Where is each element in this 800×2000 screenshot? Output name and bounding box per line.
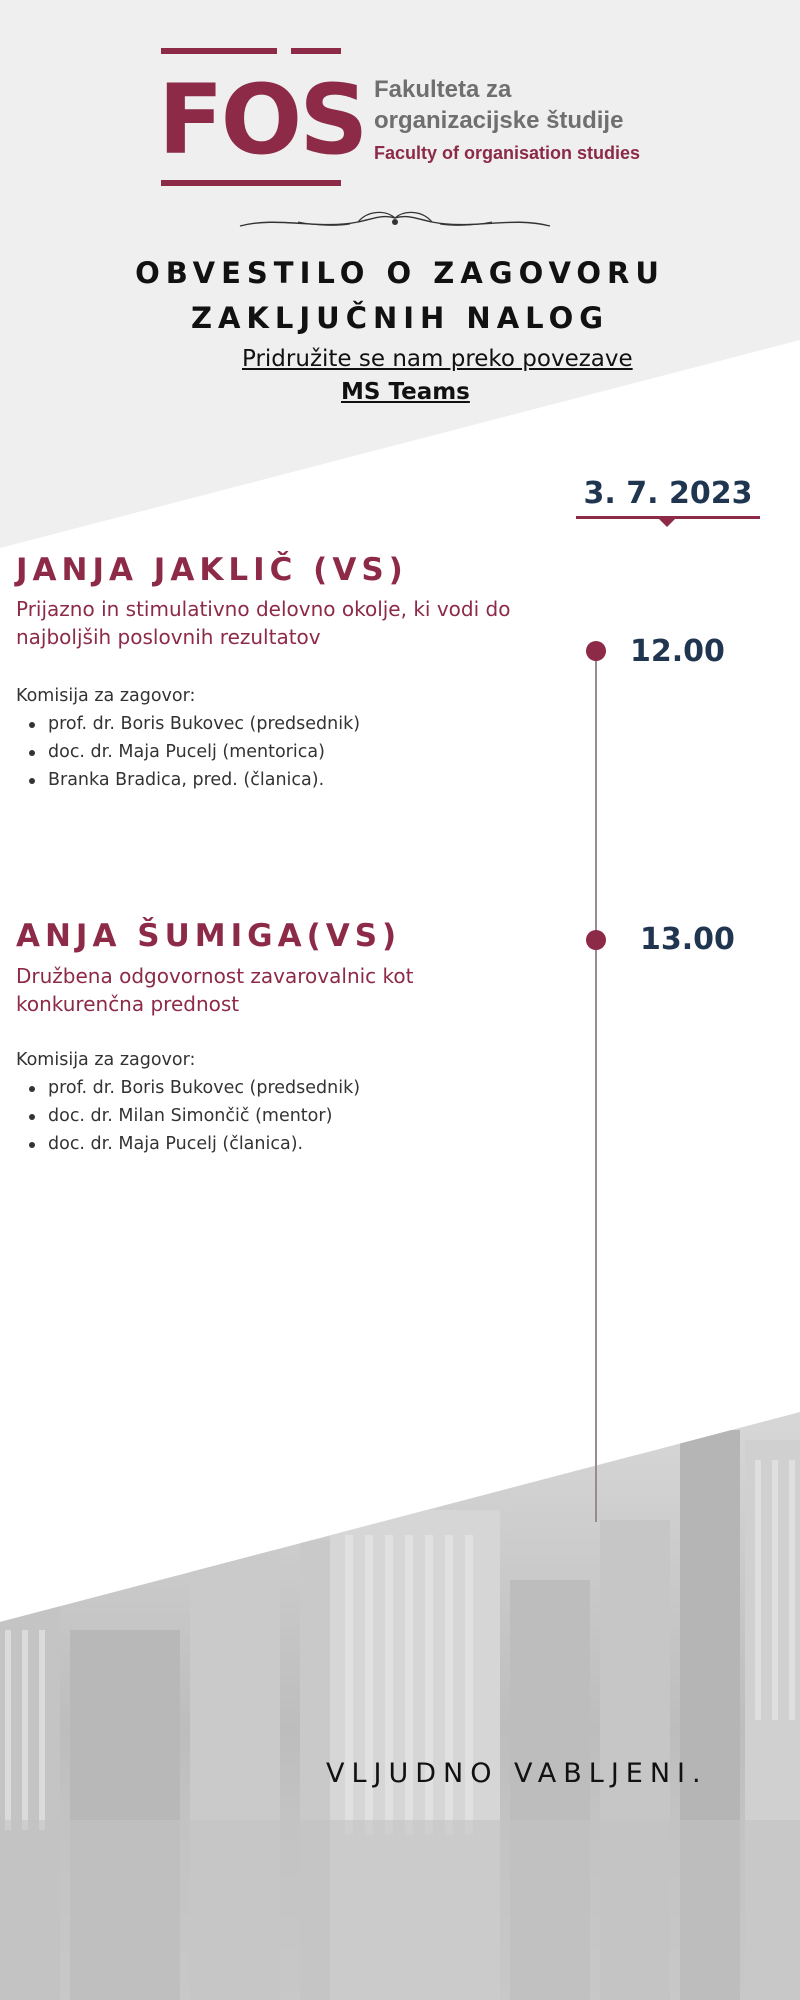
city-skyline-background xyxy=(0,1400,800,2000)
notice-title-line1: OBVESTILO O ZAGOVORU xyxy=(135,256,665,290)
logo-top-bar-left xyxy=(161,48,277,54)
timeline-dot-2 xyxy=(586,930,606,950)
fos-logo xyxy=(158,46,648,196)
committee-label-1: Komisija za zagovor: xyxy=(16,686,196,706)
logo-name-line2: organizacijske študije xyxy=(374,107,624,134)
committee-member: doc. dr. Maja Pucelj (mentorica) xyxy=(16,738,536,766)
committee-member: doc. dr. Maja Pucelj (članica). xyxy=(16,1130,536,1158)
committee-member: doc. dr. Milan Simončič (mentor) xyxy=(16,1102,536,1130)
logo-bottom-bar xyxy=(161,180,341,186)
timeline-dot-1 xyxy=(586,641,606,661)
logo-letters: FOS xyxy=(158,64,366,176)
logo-text xyxy=(374,74,640,169)
committee-label-2: Komisija za zagovor: xyxy=(16,1050,196,1070)
logo-top-bar-right xyxy=(291,48,341,54)
committee-2 xyxy=(16,1046,536,1158)
committee-list-1 xyxy=(16,710,536,794)
logo-name-line1: Fakulteta za xyxy=(374,76,512,103)
candidate-name-2: ANJA ŠUMIGA(VS) xyxy=(16,918,402,954)
committee-member: prof. dr. Boris Bukovec (predsednik) xyxy=(16,710,536,738)
notice-title-line2: ZAKLJUČNIH NALOG xyxy=(190,301,610,335)
committee-member: Branka Bradica, pred. (članica). xyxy=(16,766,536,794)
time-slot-1: 12.00 xyxy=(630,634,725,669)
ms-teams-link[interactable]: MS Teams xyxy=(341,379,470,405)
date-caret xyxy=(658,518,676,527)
committee-list-2 xyxy=(16,1074,536,1158)
committee-1 xyxy=(16,682,536,794)
candidate-name-1: JANJA JAKLIČ (VS) xyxy=(16,552,408,588)
logo-name-english: Faculty of organisation studies xyxy=(374,143,641,163)
thesis-title-2: Družbena odgovornost zavarovalnic kot konkurenčna prednost xyxy=(16,964,414,1016)
time-slot-2: 13.00 xyxy=(640,922,735,957)
decorative-flourish xyxy=(238,208,552,234)
committee-member: prof. dr. Boris Bukovec (predsednik) xyxy=(16,1074,536,1102)
join-link[interactable]: Pridružite se nam preko povezave xyxy=(242,346,633,372)
thesis-title-1: Prijazno in stimulativno delovno okolje, ki vodi do najboljših poslovnih rezultatov xyxy=(16,597,511,649)
defense-date: 3. 7. 2023 xyxy=(583,476,753,511)
timeline-line xyxy=(595,650,597,1522)
closing-invitation: VLJUDNO VABLJENI. xyxy=(326,1758,708,1789)
